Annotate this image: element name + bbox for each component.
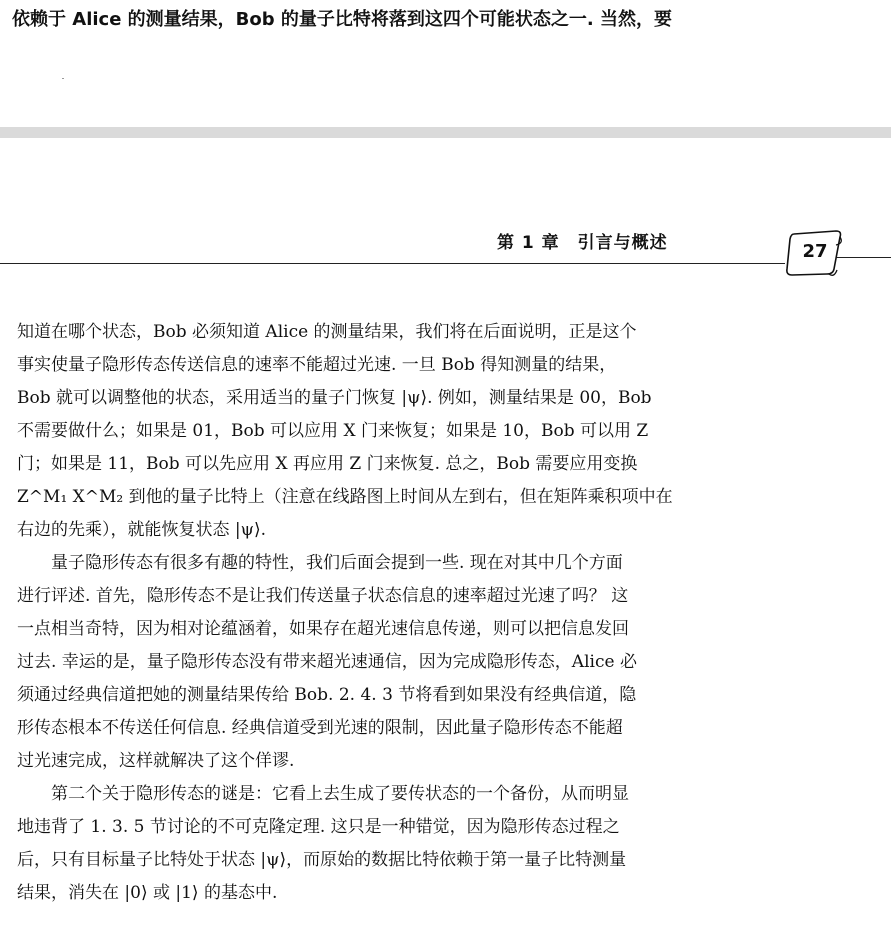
text-line: 第二个关于隐形传态的谜是：它看上去生成了要传状态的一个备份，从而明显	[51, 784, 629, 804]
text-line: 过光速完成，这样就解决了这个佯谬.	[17, 751, 295, 771]
text-line: Bob 就可以调整他的状态，采用适当的量子门恢复 |ψ⟩. 例如，测量结果是 00，Bob	[17, 388, 652, 408]
text-line: Z^M₁ X^M₂ 到他的量子比特上（注意在线路图上时间从左到右，但在矩阵乘积项中在	[17, 487, 673, 507]
running-header	[0, 226, 891, 296]
text-line: 过去. 幸运的是，量子隐形传态没有带来超光速通信，因为完成隐形传态，Alice 必	[17, 652, 637, 672]
previous-page-last-line: 依赖于 Alice 的测量结果，Bob 的量子比特将落到这四个可能状态之一. 当然，要	[12, 9, 673, 30]
text-line: 结果，消失在 |0⟩ 或 |1⟩ 的基态中.	[17, 883, 278, 903]
text-line: 进行评述. 首先，隐形传态不是让我们传送量子状态信息的速率超过光速了吗？ 这	[17, 586, 629, 606]
text-line: 一点相当奇特，因为相对论蕴涵着，如果存在超光速信息传递，则可以把信息发回	[17, 619, 629, 639]
paragraph-no-cloning	[17, 778, 877, 910]
paragraph-teleportation-properties	[17, 547, 877, 778]
text-line: 形传态根本不传送任何信息. 经典信道受到光速的限制，因此量子隐形传态不能超	[17, 718, 623, 738]
text-line: 量子隐形传态有很多有趣的特性，我们后面会提到一些. 现在对其中几个方面	[51, 553, 623, 573]
page-divider	[0, 127, 891, 138]
text-line: 不需要做什么；如果是 01，Bob 可以应用 X 门来恢复；如果是 10，Bob 可以用 Z	[17, 421, 649, 441]
paragraph-continuation	[17, 316, 877, 547]
text-line: 事实使量子隐形传态传送信息的速率不能超过光速. 一旦 Bob 得知测量的结果，	[17, 355, 617, 375]
text-line: 须通过经典信道把她的测量结果传给 Bob. 2. 4. 3 节将看到如果没有经典信道，隐	[17, 685, 637, 705]
text-line: 知道在哪个状态，Bob 必须知道 Alice 的测量结果，我们将在后面说明，正是这个	[17, 322, 637, 342]
chapter-title: 第 1 章 引言与概述	[497, 233, 668, 253]
text-line: 地违背了 1. 3. 5 节讨论的不可克隆定理. 这只是一种错觉，因为隐形传态过程之	[17, 817, 620, 837]
scan-speck	[62, 78, 64, 79]
page-number-badge	[784, 229, 846, 277]
header-rule	[0, 263, 785, 264]
text-line: 后，只有目标量子比特处于状态 |ψ⟩，而原始的数据比特依赖于第一量子比特测量	[17, 850, 627, 870]
page-number: 27	[802, 241, 828, 262]
text-line: 右边的先乘），就能恢复状态 |ψ⟩.	[17, 520, 266, 540]
text-line: 门；如果是 11，Bob 可以先应用 X 再应用 Z 门来恢复. 总之，Bob 需要应用变换	[17, 454, 638, 474]
body-text	[17, 316, 877, 910]
